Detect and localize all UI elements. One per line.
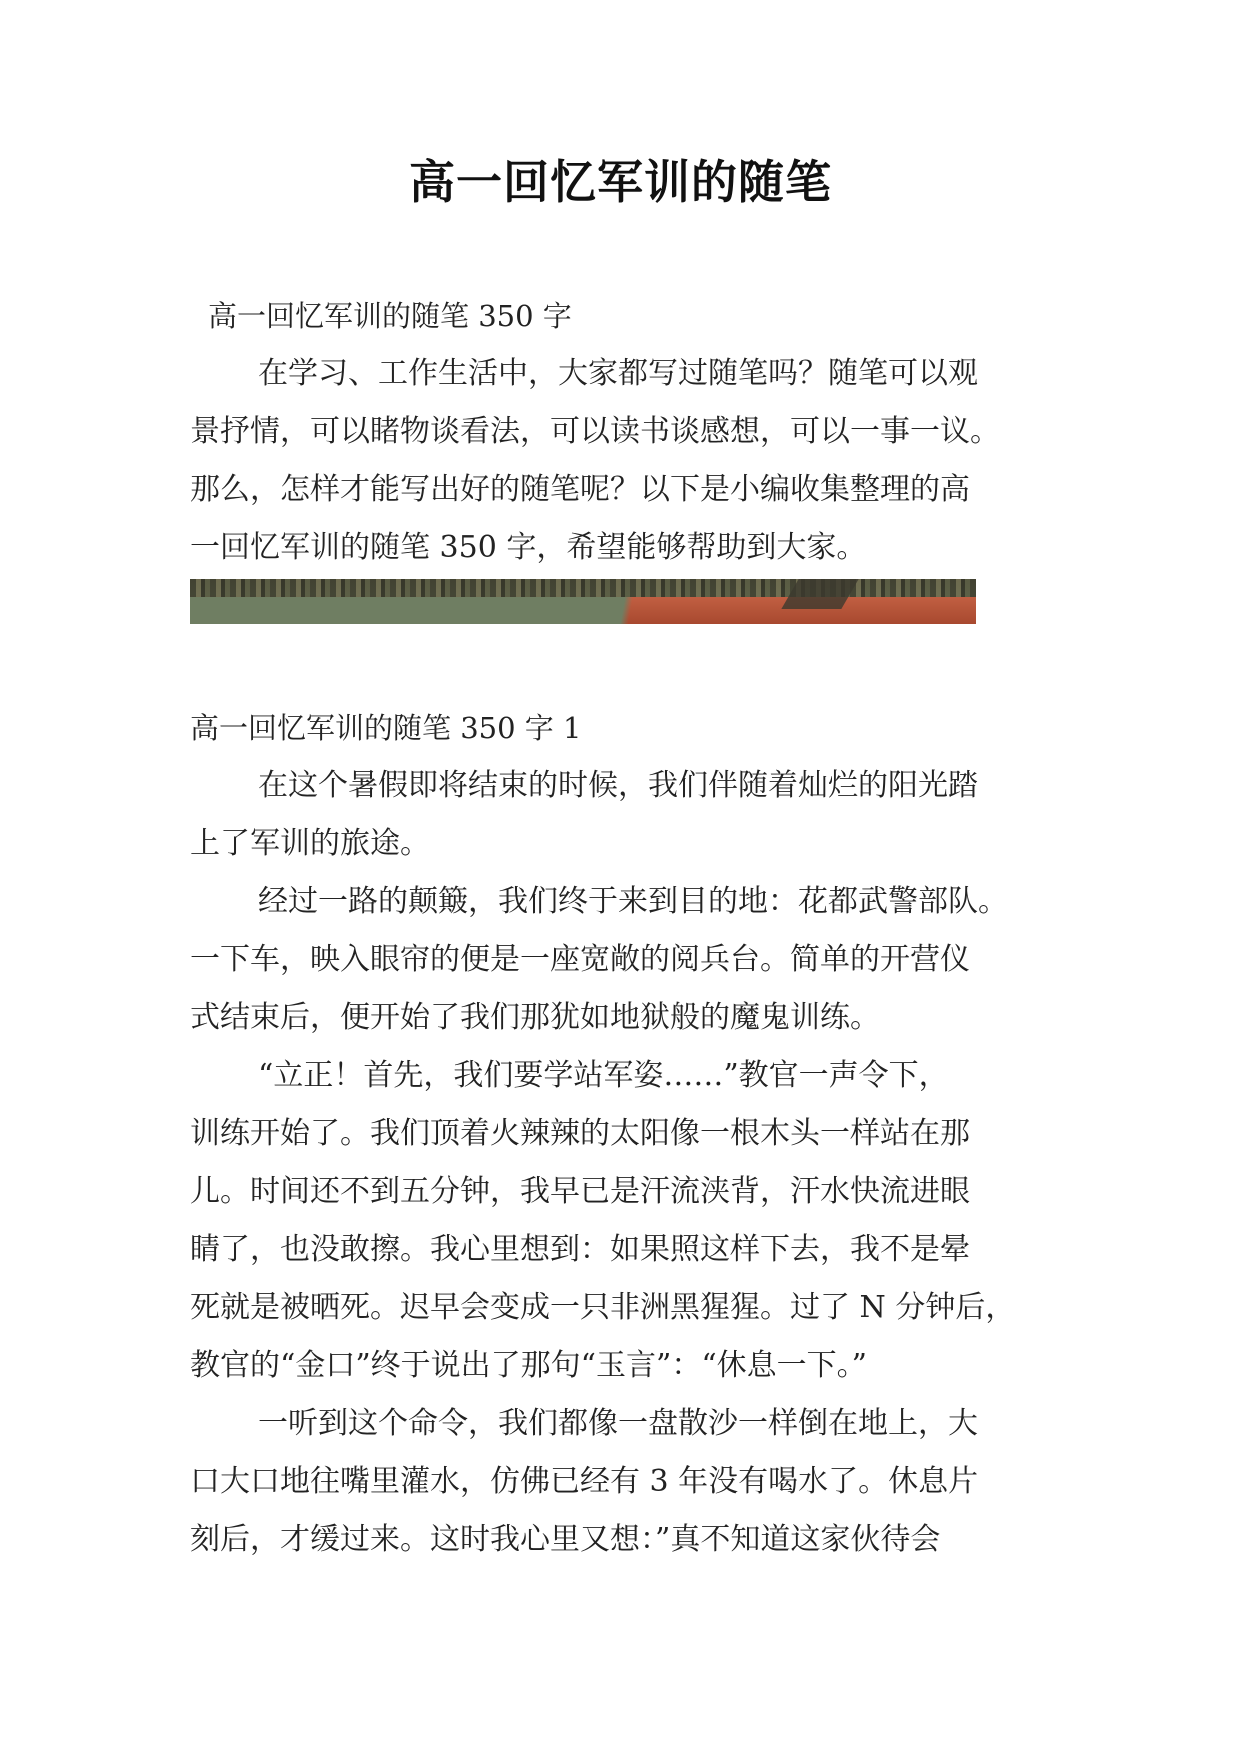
body-line: 儿。时间还不到五分钟，我早已是汗流浃背，汗水快流进眼 xyxy=(190,1174,970,1209)
body-line: “立正！首先，我们要学站军姿……”教官一声令下， xyxy=(258,1058,949,1093)
page-title: 高一回忆军训的随笔 xyxy=(409,155,832,209)
section-heading: 高一回忆军训的随笔 350 字 1 xyxy=(190,711,582,745)
intro-line: 景抒情，可以睹物谈看法，可以读书谈感想，可以一事一议。 xyxy=(190,414,1000,449)
body-line: 睛了，也没敢擦。我心里想到：如果照这样下去，我不是晕 xyxy=(190,1232,970,1267)
body-line: 刻后，才缓过来。这时我心里又想：”真不知道这家伙待会 xyxy=(190,1522,941,1557)
body-line: 经过一路的颠簸，我们终于来到目的地：花都武警部队。 xyxy=(258,884,1008,919)
body-line: 训练开始了。我们顶着火辣辣的太阳像一根木头一样站在那 xyxy=(190,1116,970,1151)
body-line: 在这个暑假即将结束的时候，我们伴随着灿烂的阳光踏 xyxy=(258,768,978,803)
subtitle-line: 高一回忆军训的随笔 350 字 xyxy=(208,299,572,333)
intro-line: 那么，怎样才能写出好的随笔呢？以下是小编收集整理的高 xyxy=(190,472,970,507)
body-line: 上了军训的旅途。 xyxy=(190,826,430,861)
training-photo xyxy=(190,579,976,624)
body-line: 一下车，映入眼帘的便是一座宽敞的阅兵台。简单的开营仪 xyxy=(190,942,970,977)
body-line: 口大口地往嘴里灌水，仿佛已经有 3 年没有喝水了。休息片 xyxy=(190,1464,979,1499)
intro-line: 一回忆军训的随笔 350 字，希望能够帮助到大家。 xyxy=(190,530,867,565)
body-line: 一听到这个命令，我们都像一盘散沙一样倒在地上，大 xyxy=(258,1406,978,1441)
body-line: 教官的“金口”终于说出了那句“玉言”：“休息一下。” xyxy=(190,1348,868,1383)
intro-line: 在学习、工作生活中，大家都写过随笔吗？随笔可以观 xyxy=(258,356,978,391)
body-line: 式结束后，便开始了我们那犹如地狱般的魔鬼训练。 xyxy=(190,1000,880,1035)
body-line: 死就是被晒死。迟早会变成一只非洲黑猩猩。过了 N 分钟后， xyxy=(190,1290,1016,1325)
